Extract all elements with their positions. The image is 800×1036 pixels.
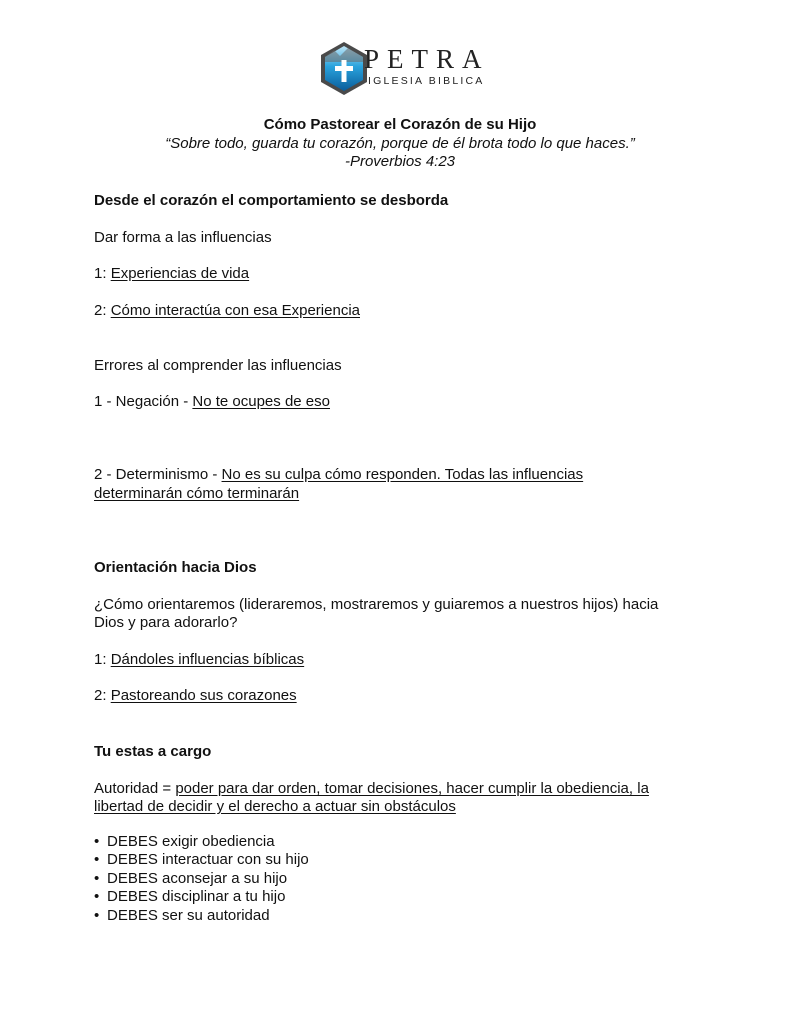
fill-in-answer: Experiencias de vida [110, 265, 250, 282]
fill-in-answer: Cómo interactúa con esa Experiencia [110, 302, 360, 319]
church-logo-icon [318, 40, 370, 98]
list-item [94, 301, 360, 320]
section-heading-orientacion: Orientación hacia Dios [94, 559, 257, 576]
petra-logo [318, 38, 488, 102]
bullet-text: DEBES disciplinar a tu hijo [107, 888, 286, 906]
item-prefix: 2 - Determinismo - [94, 466, 222, 483]
scripture-quote: “Sobre todo, guarda tu corazón, porque de él brota todo lo que haces.” [165, 135, 635, 152]
bullet-icon: • [94, 906, 100, 924]
fill-in-answer: No te ocupes de eso [192, 393, 330, 410]
list-item [94, 465, 583, 484]
question-line: Dios y para adorarlo? [94, 614, 238, 631]
item-number: 1: [94, 265, 111, 282]
list-item [94, 650, 304, 669]
section-heading-cargo: Tu estas a cargo [94, 743, 212, 760]
authority-definition [94, 779, 649, 798]
duties-bullet-list [94, 833, 309, 925]
bullet-icon: • [94, 833, 100, 850]
bullet-text: DEBES aconsejar a su hijo [107, 869, 288, 887]
logo-name: PETRA [364, 44, 490, 74]
logo-subtitle: IGLESIA BIBLICA [368, 75, 485, 87]
list-item [94, 392, 330, 411]
fill-in-answer: Dándoles influencias bíblicas [110, 651, 305, 668]
fill-in-answer: Pastoreando sus corazones [110, 687, 297, 704]
document-title: Cómo Pastorear el Corazón de su Hijo [263, 116, 537, 133]
bullet-text: DEBES exigir obediencia [107, 833, 275, 850]
list-item [94, 851, 309, 869]
fill-in-answer-continued: determinarán cómo terminarán [94, 485, 300, 502]
item-number: 2: [94, 687, 111, 704]
scripture-reference: -Proverbios 4:23 [344, 153, 456, 170]
item-prefix: 1 - Negación - [94, 393, 193, 410]
section-heading-corazon: Desde el corazón el comportamiento se desborda [94, 192, 449, 209]
bullet-text: DEBES interactuar con su hijo [107, 851, 309, 869]
list-item [94, 686, 297, 705]
authority-prefix: Autoridad = [94, 780, 176, 797]
bullet-text: DEBES ser su autoridad [107, 906, 270, 924]
fill-in-answer-continued: libertad de decidir y el derecho a actuar sin obstáculos [94, 798, 456, 815]
list-item [94, 833, 309, 851]
list-item [94, 907, 309, 925]
subheading-influencias: Dar forma a las influencias [94, 229, 272, 246]
fill-in-answer: poder para dar orden, tomar decisiones, hacer cumplir la obediencia, la [175, 780, 649, 797]
list-item [94, 888, 309, 906]
bullet-icon: • [94, 888, 100, 906]
fill-in-answer: No es su culpa cómo responden. Todas las influencias [221, 466, 584, 483]
item-number: 2: [94, 302, 111, 319]
item-number: 1: [94, 651, 111, 668]
question-line: ¿Cómo orientaremos (lideraremos, mostraremos y guiaremos a nuestros hijos) hacia [94, 596, 659, 613]
bullet-icon: • [94, 851, 100, 869]
bullet-icon: • [94, 869, 100, 887]
list-item [94, 264, 249, 283]
list-item [94, 870, 309, 888]
errors-heading: Errores al comprender las influencias [94, 357, 342, 374]
